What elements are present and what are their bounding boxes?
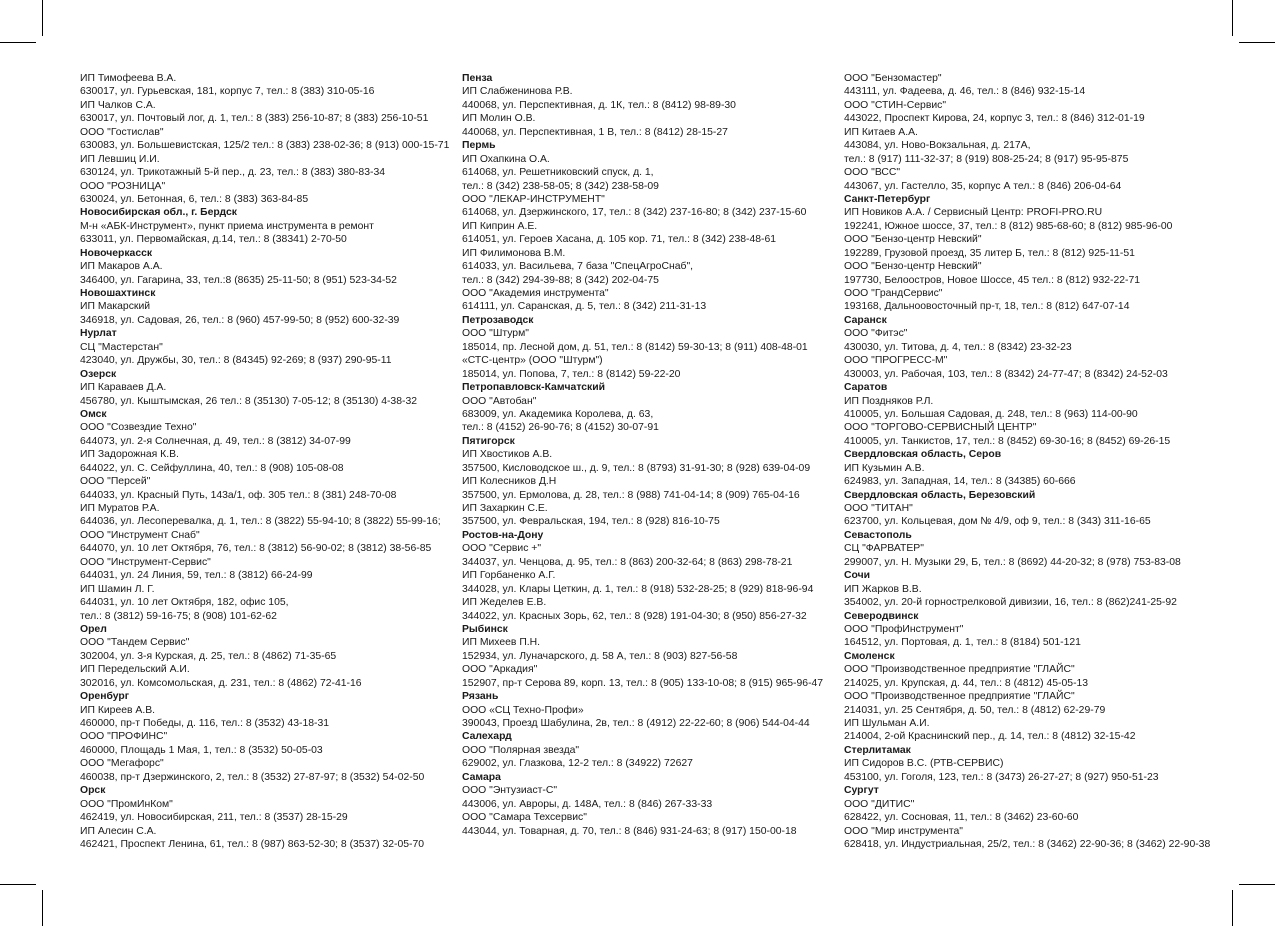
entry-line: 214004, 2-ой Краснинский пер., д. 14, тел.: 8 (4812) 32-15-42 <box>844 731 1136 743</box>
entry-line: ИП Караваев Д.А. <box>80 382 167 394</box>
city-heading: Сочи <box>844 570 871 582</box>
entry-line: 410005, ул. Танкистов, 17, тел.: 8 (8452) 69-30-16; 8 (8452) 69-26-15 <box>844 435 1171 447</box>
entry-line: 644070, ул. 10 лет Октября, 76, тел.: 8 (3812) 56-90-02; 8 (3812) 38-56-85 <box>80 543 432 555</box>
entry-line: ИП Кузьмин А.В. <box>844 462 925 474</box>
entry-line: ИП Хвостиков А.В. <box>462 449 553 461</box>
entry-line: ООО "Энтузиаст-С" <box>462 785 558 797</box>
entry-line: тел.: 8 (4152) 26-90-76; 8 (4152) 30-07-91 <box>462 422 659 434</box>
entry-line: ООО "Инструмент-Сервис" <box>80 556 211 568</box>
entry-line: ИП Поздняков Р.Л. <box>844 395 934 407</box>
entry-line: ООО «СЦ Техно-Профи» <box>462 704 584 716</box>
entry-line: 302004, ул. 3-я Курская, д. 25, тел.: 8 (4862) 71-35-65 <box>80 650 337 662</box>
entry-line: 192241, Южное шоссе, 37, тел.: 8 (812) 985-68-60; 8 (812) 985-96-00 <box>844 220 1173 232</box>
entry-line: 443022, Проспект Кирова, 24, корпус 3, тел.: 8 (846) 312-01-19 <box>844 113 1145 125</box>
entry-line: 628418, ул. Индустриальная, 25/2, тел.: 8 (3462) 22-90-36; 8 (3462) 22-90-38 <box>844 838 1211 850</box>
entry-line: 443006, ул. Авроры, д. 148А, тел.: 8 (846) 267-33-33 <box>462 798 713 810</box>
entry-line: ООО "Аркадия" <box>462 664 538 676</box>
city-heading: Озерск <box>80 368 117 380</box>
entry-line: 629002, ул. Глазкова, 12-2 тел.: 8 (34922) 72627 <box>462 758 693 770</box>
entry-line: 644073, ул. 2-я Солнечная, д. 49, тел.: 8 (3812) 34-07-99 <box>80 435 351 447</box>
entry-line: «СТС-центр» (ООО "Штурм") <box>462 355 603 367</box>
city-heading: Сургут <box>844 785 879 797</box>
entry-line: 614068, ул. Дзержинского, 17, тел.: 8 (342) 237-16-80; 8 (342) 237-15-60 <box>462 207 807 219</box>
entry-line: 456780, ул. Кыштымская, 26 тел.: 8 (35130) 7-05-12; 8 (35130) 4-38-32 <box>80 395 418 407</box>
entry-line: 423040, ул. Дружбы, 30, тел.: 8 (84345) 92-269; 8 (937) 290-95-11 <box>80 355 392 367</box>
entry-line: ООО "ПромИнКом" <box>80 798 173 810</box>
entry-line: ИП Киреев А.В. <box>80 704 156 716</box>
city-heading: Пенза <box>462 73 493 84</box>
crop-mark-top-left-vertical <box>42 0 43 36</box>
city-heading: Смоленск <box>844 650 895 662</box>
entry-line: 644031, ул. 24 Линия, 59, тел.: 8 (3812) 66-24-99 <box>80 570 313 582</box>
entry-line: 344028, ул. Клары Цеткин, д. 1, тел.: 8 (918) 532-28-25; 8 (929) 818-96-94 <box>462 583 814 595</box>
entry-line: 185014, пр. Лесной дом, д. 51, тел.: 8 (8142) 59-30-13; 8 (911) 408-48-01 <box>462 341 808 353</box>
city-heading: Ростов-на-Дону <box>462 529 544 541</box>
entry-line: тел.: 8 (3812) 59-16-75; 8 (908) 101-62-62 <box>80 610 277 622</box>
city-heading: Петропавловск-Камчатский <box>462 382 606 394</box>
entry-line: ИП Новиков А.А. / Сервисный Центр: PROFI-PRO.RU <box>844 207 1103 219</box>
entry-line: ООО "СТИН-Сервис" <box>844 99 947 111</box>
entry-line: 628422, ул. Сосновая, 11, тел.: 8 (3462) 23-60-60 <box>844 812 1079 824</box>
entry-line: ИП Китаев А.А. <box>844 126 918 138</box>
entry-line: 462421, Проспект Ленина, 61, тел.: 8 (987) 863-52-30; 8 (3537) 32-05-70 <box>80 838 425 850</box>
entry-line: 644031, ул. 10 лет Октября, 182, офис 105, <box>80 597 289 609</box>
city-heading: Новошахтинск <box>80 288 156 299</box>
entry-line: М-н «АБК-Инструмент», пункт приема инструмента в ремонт <box>80 220 374 232</box>
entry-line: 344037, ул. Ченцова, д. 95, тел.: 8 (863) 200-32-64; 8 (863) 298-78-21 <box>462 556 793 568</box>
entry-line: ИП Макаров А.А. <box>80 261 163 273</box>
entry-line: 185014, ул. Попова, 7, тел.: 8 (8142) 59-22-20 <box>462 368 681 380</box>
entry-line: ООО "Производственное предприятие "ГЛАЙС" <box>844 691 1075 703</box>
entry-line: 683009, ул. Академика Королева, д. 63, <box>462 408 654 420</box>
entry-line: ИП Жарков В.В. <box>844 583 922 595</box>
entry-line: ООО "Мегафорс" <box>80 758 164 770</box>
entry-line: ИП Задорожная К.В. <box>80 449 179 461</box>
city-heading: Саранск <box>844 314 887 326</box>
entry-line: ООО "Созвездие Техно" <box>80 422 197 434</box>
entry-line: 354002, ул. 20-й горнострелковой дивизии, 16, тел.: 8 (862)241-25-92 <box>844 597 1177 609</box>
entry-line: 460000, пр-т Победы, д. 116, тел.: 8 (3532) 43-18-31 <box>80 718 330 729</box>
entry-line: ООО "ВСС" <box>844 167 901 179</box>
entry-line: ИП Муратов Р.А. <box>80 503 160 514</box>
entry-line: 344022, ул. Красных Зорь, 62, тел.: 8 (928) 191-04-30; 8 (950) 856-27-32 <box>462 610 807 622</box>
city-heading: Новочеркасск <box>80 247 153 259</box>
entry-line: 346918, ул. Садовая, 26, тел.: 8 (960) 457-99-50; 8 (952) 600-32-39 <box>80 314 400 326</box>
entry-line: ООО "Полярная звезда" <box>462 744 580 756</box>
entry-line: ИП Передельский А.И. <box>80 664 190 676</box>
entry-line: ООО "Самара Техсервис" <box>462 812 587 824</box>
city-heading: Свердловская область, Березовский <box>844 489 1036 501</box>
city-heading: Свердловская область, Серов <box>844 449 1002 461</box>
entry-line: ИП Киприн А.Е. <box>462 220 538 232</box>
city-heading: Северодвинск <box>844 610 919 622</box>
entry-line: 410005, ул. Большая Садовая, д. 248, тел.: 8 (963) 114-00-90 <box>844 408 1138 420</box>
entry-line: ООО "Автобан" <box>462 395 537 407</box>
service-centers-column-2 <box>462 72 823 838</box>
city-heading: Салехард <box>462 731 512 743</box>
entry-line: 462419, ул. Новосибирская, 211, тел.: 8 (3537) 28-15-29 <box>80 812 348 824</box>
entry-line: 460038, пр-т Дзержинского, 2, тел.: 8 (3532) 27-87-97; 8 (3532) 54-02-50 <box>80 771 425 783</box>
entry-line: ООО "Персей" <box>80 476 151 488</box>
entry-line: 630083, ул. Большевистская, 125/2 тел.: 8 (383) 238-02-36; 8 (913) 000-15-71 <box>80 140 450 152</box>
entry-line: 357500, ул. Ермолова, д. 28, тел.: 8 (988) 741-04-14; 8 (909) 765-04-16 <box>462 489 800 501</box>
entry-line: ООО "ТИТАН" <box>844 503 913 514</box>
entry-line: 614051, ул. Героев Хасана, д. 105 кор. 71, тел.: 8 (342) 238-48-61 <box>462 234 777 246</box>
city-heading: Самара <box>462 771 501 783</box>
entry-line: 440068, ул. Перспективная, д. 1К, тел.: 8 (8412) 98-89-30 <box>462 99 736 111</box>
entry-line: ООО "ПРОФИНС" <box>80 731 168 743</box>
city-heading: Оренбург <box>80 691 130 703</box>
entry-line: 357500, ул. Февральская, 194, тел.: 8 (928) 816-10-75 <box>462 516 720 528</box>
entry-line: ИП Захаркин С.Е. <box>462 503 548 514</box>
entry-line: 214031, ул. 25 Сентября, д. 50, тел.: 8 (4812) 62-29-79 <box>844 704 1106 716</box>
entry-line: 430003, ул. Рабочая, 103, тел.: 8 (8342) 24-77-47; 8 (8342) 24-52-03 <box>844 368 1168 380</box>
entry-line: 299007, ул. Н. Музыки 29, Б, тел.: 8 (8692) 44-20-32; 8 (978) 753-83-08 <box>844 556 1181 568</box>
city-heading: Рыбинск <box>462 623 508 635</box>
entry-line: ИП Михеев П.Н. <box>462 637 541 649</box>
entry-line: тел.: 8 (342) 238-58-05; 8 (342) 238-58-09 <box>462 180 659 192</box>
entry-line: 443111, ул. Фадеева, д. 46, тел.: 8 (846) 932-15-14 <box>844 86 1086 98</box>
city-heading: Санкт-Петербург <box>844 193 931 205</box>
entry-line: тел.: 8 (342) 294-39-88; 8 (342) 202-04-75 <box>462 274 659 286</box>
entry-line: ООО "ЛЕКАР-ИНСТРУМЕНТ" <box>462 193 605 205</box>
entry-line: ИП Филимонова В.М. <box>462 247 566 259</box>
entry-line: ООО "ДИТИС" <box>844 798 915 810</box>
city-heading: Новосибирская обл., г. Бердск <box>80 207 237 219</box>
entry-line: ИП Молин О.В. <box>462 113 536 125</box>
entry-line: 630017, ул. Гурьевская, 181, корпус 7, тел.: 8 (383) 310-05-16 <box>80 86 375 98</box>
entry-line: ООО "Бензомастер" <box>844 73 942 84</box>
entry-line: 460000, Площадь 1 Мая, 1, тел.: 8 (3532) 50-05-03 <box>80 744 323 756</box>
crop-mark-top-right-horizontal <box>1239 42 1275 43</box>
entry-line: 443084, ул. Ново-Вокзальная, д. 217А, <box>844 140 1031 152</box>
entry-line: 644022, ул. С. Сейфуллина, 40, тел.: 8 (908) 105-08-08 <box>80 462 344 474</box>
entry-line: ООО "Инструмент Снаб" <box>80 529 200 541</box>
service-centers-column-3 <box>844 72 1210 851</box>
entry-line: ООО "Тандем Сервис" <box>80 637 190 649</box>
entry-line: ООО "ПрофИнструмент" <box>844 623 964 635</box>
entry-line: ООО "Бензо-центр Невский" <box>844 261 982 273</box>
entry-line: 630017, ул. Почтовый лог, д. 1, тел.: 8 (383) 256-10-87; 8 (383) 256-10-51 <box>80 113 429 125</box>
entry-line: ООО "ПРОГРЕСС-М" <box>844 355 948 367</box>
entry-line: 630124, ул. Трикотажный 5-й пер., д. 23, тел.: 8 (383) 380-83-34 <box>80 167 386 179</box>
city-heading: Нурлат <box>80 328 117 340</box>
entry-line: 214025, ул. Крупская, д. 44, тел.: 8 (4812) 45-05-13 <box>844 677 1089 689</box>
city-heading: Омск <box>80 408 107 420</box>
city-heading: Саратов <box>844 382 888 394</box>
entry-line: ООО "Академия инструмента" <box>462 288 609 299</box>
crop-mark-bottom-left-horizontal <box>0 884 36 885</box>
service-centers-column-1 <box>80 72 449 851</box>
entry-line: 302016, ул. Комсомольская, д. 231, тел.: 8 (4862) 72-41-16 <box>80 677 362 689</box>
crop-mark-bottom-right-vertical <box>1232 890 1233 926</box>
entry-line: ИП Шульман А.И. <box>844 718 930 729</box>
crop-mark-top-left-horizontal <box>0 42 36 43</box>
entry-line: СЦ "Мастерстан" <box>80 341 163 353</box>
entry-line: 614111, ул. Саранская, д. 5, тел.: 8 (342) 211-31-13 <box>462 301 707 313</box>
entry-line: 630024, ул. Бетонная, 6, тел.: 8 (383) 363-84-85 <box>80 193 309 205</box>
entry-line: 453100, ул. Гоголя, 123, тел.: 8 (3473) 26-27-27; 8 (927) 950-51-23 <box>844 771 1159 783</box>
crop-mark-top-right-vertical <box>1232 0 1233 36</box>
entry-line: 197730, Белоостров, Новое Шоссе, 45 тел.: 8 (812) 932-22-71 <box>844 274 1141 286</box>
city-heading: Пятигорск <box>462 435 515 447</box>
entry-line: ООО "ТОРГОВО-СЕРВИСНЫЙ ЦЕНТР" <box>844 422 1037 434</box>
entry-line: ИП Чалков С.А. <box>80 99 156 111</box>
entry-line: 614068, ул. Решетниковский спуск, д. 1, <box>462 167 654 179</box>
city-heading: Севастополь <box>844 529 912 541</box>
entry-line: 644033, ул. Красный Путь, 143а/1, оф. 305 тел.: 8 (381) 248-70-08 <box>80 489 397 501</box>
entry-line: ИП Тимофеева В.А. <box>80 73 177 84</box>
entry-line: тел.: 8 (917) 111-32-37; 8 (919) 808-25-24; 8 (917) 95-95-875 <box>844 153 1129 165</box>
entry-line: ИП Колесников Д.Н <box>462 476 557 488</box>
entry-line: 443044, ул. Товарная, д. 70, тел.: 8 (846) 931-24-63; 8 (917) 150-00-18 <box>462 825 797 837</box>
entry-line: ИП Охапкина О.А. <box>462 153 550 165</box>
entry-line: 390043, Проезд Шабулина, 2в, тел.: 8 (4912) 22-22-60; 8 (906) 544-04-44 <box>462 718 810 729</box>
entry-line: ООО "ГрандСервис" <box>844 288 943 299</box>
entry-line: ИП Левшиц И.И. <box>80 153 160 165</box>
entry-line: ООО "Гостислав" <box>80 126 164 138</box>
entry-line: ИП Алесин С.А. <box>80 825 157 837</box>
city-heading: Орск <box>80 785 106 797</box>
entry-line: ООО "РОЗНИЦА" <box>80 180 166 192</box>
entry-line: ООО "Фитэс" <box>844 328 908 340</box>
entry-line: 440068, ул. Перспективная, 1 В, тел.: 8 (8412) 28-15-27 <box>462 126 728 138</box>
entry-line: 623700, ул. Кольцевая, дом № 4/9, оф 9, тел.: 8 (343) 311-16-65 <box>844 516 1151 528</box>
entry-line: ИП Макарский <box>80 301 151 313</box>
entry-line: 192289, Грузовой проезд, 35 литер Б, тел.: 8 (812) 925-11-51 <box>844 247 1135 259</box>
entry-line: 164512, ул. Портовая, д. 1, тел.: 8 (8184) 501-121 <box>844 637 1081 649</box>
entry-line: ООО "Сервис +" <box>462 543 542 555</box>
entry-line: ООО "Бензо-центр Невский" <box>844 234 982 246</box>
city-heading: Рязань <box>462 691 499 703</box>
city-heading: Орел <box>80 623 107 635</box>
entry-line: ИП Сидоров В.С. (РТВ-СЕРВИС) <box>844 758 1004 770</box>
entry-line: 193168, Дальноовосточный пр-т, 18, тел.: 8 (812) 647-07-14 <box>844 301 1130 313</box>
entry-line: ООО "Производственное предприятие "ГЛАЙС" <box>844 664 1075 676</box>
entry-line: ООО "Штурм" <box>462 328 529 340</box>
crop-mark-bottom-right-horizontal <box>1239 884 1275 885</box>
entry-line: 357500, Кисловодское ш., д. 9, тел.: 8 (8793) 31-91-30; 8 (928) 639-04-09 <box>462 462 811 474</box>
entry-line: 430030, ул. Титова, д. 4, тел.: 8 (8342) 23-32-23 <box>844 341 1072 353</box>
city-heading: Петрозаводск <box>462 314 534 326</box>
entry-line: ИП Горбаненко А.Г. <box>462 570 556 582</box>
entry-line: ИП Жеделев Е.В. <box>462 597 547 609</box>
entry-line: ИП Слабженинова Р.В. <box>462 86 573 98</box>
crop-mark-bottom-left-vertical <box>42 890 43 926</box>
entry-line: 633011, ул. Первомайская, д.14, тел.: 8 (38341) 2-70-50 <box>80 234 347 246</box>
entry-line: 152907, пр-т Серова 89, корп. 13, тел.: 8 (905) 133-10-08; 8 (915) 965-96-47 <box>462 677 824 689</box>
entry-line: 443067, ул. Гастелло, 35, корпус А тел.: 8 (846) 206-04-64 <box>844 180 1122 192</box>
entry-line: ООО "Мир инструмента" <box>844 825 963 837</box>
entry-line: СЦ "ФАРВАТЕР" <box>844 543 924 555</box>
city-heading: Стерлитамак <box>844 744 911 756</box>
entry-line: 614033, ул. Васильева, 7 база "СпецАгроСнаб", <box>462 261 694 273</box>
entry-line: 346400, ул. Гагарина, 33, тел.:8 (8635) 25-11-50; 8 (951) 523-34-52 <box>80 274 397 286</box>
entry-line: 624983, ул. Западная, 14, тел.: 8 (34385) 60-666 <box>844 476 1076 488</box>
city-heading: Пермь <box>462 140 496 152</box>
entry-line: 152934, ул. Луначарского, д. 58 А, тел.: 8 (903) 827-56-58 <box>462 650 738 662</box>
entry-line: 644036, ул. Лесоперевалка, д. 1, тел.: 8 (3822) 55-94-10; 8 (3822) 55-99-16; <box>80 516 441 528</box>
entry-line: ИП Шамин Л. Г. <box>80 583 155 595</box>
